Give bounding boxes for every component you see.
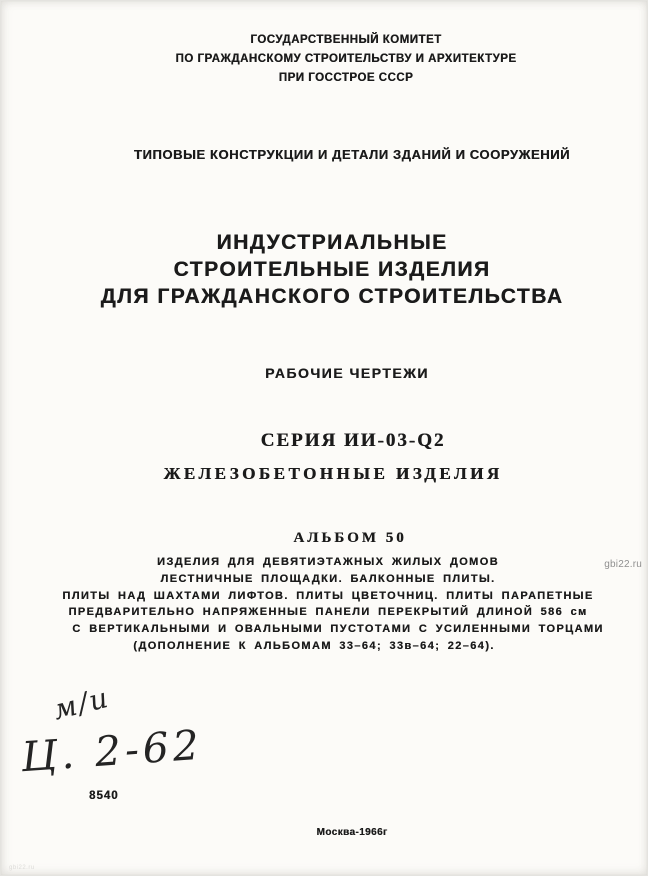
title-line: СТРОИТЕЛЬНЫЕ ИЗДЕЛИЯ bbox=[173, 258, 491, 281]
doc-type-label: РАБОЧИЕ ЧЕРТЕЖИ bbox=[265, 365, 429, 381]
authority-line: ГОСУДАРСТВЕННЫЙ КОМИТЕТ bbox=[250, 34, 442, 46]
corner-watermark: gbi22.ru bbox=[9, 865, 35, 871]
imprint-line: Москва-1966г bbox=[316, 827, 388, 838]
description-line: (ДОПОЛНЕНИЕ К АЛЬБОМАМ 33–64; 33в–64; 22–64). bbox=[133, 639, 495, 652]
title-line: ИНДУСТРИАЛЬНЫЕ bbox=[216, 231, 448, 254]
handwritten-annotation: м/и bbox=[49, 680, 113, 727]
authority-line: ПРИ ГОССТРОЕ СССР bbox=[278, 72, 414, 84]
print-order-number: 8540 bbox=[89, 790, 119, 802]
series-banner: ТИПОВЫЕ КОНСТРУКЦИИ И ДЕТАЛИ ЗДАНИЙ И СООРУЖЕНИЙ bbox=[133, 147, 571, 162]
title-line: ДЛЯ ГРАЖДАНСКОГО СТРОИТЕЛЬСТВА bbox=[100, 285, 564, 308]
description-line: ПЛИТЫ НАД ШАХТАМИ ЛИФТОВ. ПЛИТЫ ЦВЕТОЧНИЦ. ПЛИТЫ ПАРАПЕТНЫЕ bbox=[62, 589, 594, 602]
authority-line: ПО ГРАЖДАНСКОМУ СТРОИТЕЛЬСТВУ И АРХИТЕКТУРЕ bbox=[175, 53, 517, 65]
series-code: СЕРИЯ ИИ-03-Q2 bbox=[260, 430, 446, 451]
description-line: С ВЕРТИКАЛЬНЫМИ И ОВАЛЬНЫМИ ПУСТОТАМИ С УСИЛЕННЫМИ ТОРЦАМИ bbox=[72, 623, 604, 636]
description-line: ПРЕДВАРИТЕЛЬНО НАПРЯЖЕННЫЕ ПАНЕЛИ ПЕРЕКРЫТИЙ ДЛИНОЙ 586 см bbox=[68, 606, 588, 619]
series-subtitle: ЖЕЛЕЗОБЕТОННЫЕ ИЗДЕЛИЯ bbox=[163, 464, 503, 483]
handwritten-price-mark: Ц. 2-62 bbox=[19, 720, 205, 782]
document-title bbox=[17, 229, 647, 310]
site-watermark: gbi22.ru bbox=[604, 559, 642, 570]
description-line: ИЗДЕЛИЯ ДЛЯ ДЕВЯТИЭТАЖНЫХ ЖИЛЫХ ДОМОВ bbox=[157, 556, 499, 568]
album-description bbox=[9, 554, 647, 655]
album-number: АЛЬБОМ 50 bbox=[293, 530, 407, 546]
issuing-authority bbox=[45, 31, 647, 88]
description-line: ЛЕСТНИЧНЫЕ ПЛОЩАДКИ. БАЛКОННЫЕ ПЛИТЫ. bbox=[160, 572, 496, 585]
